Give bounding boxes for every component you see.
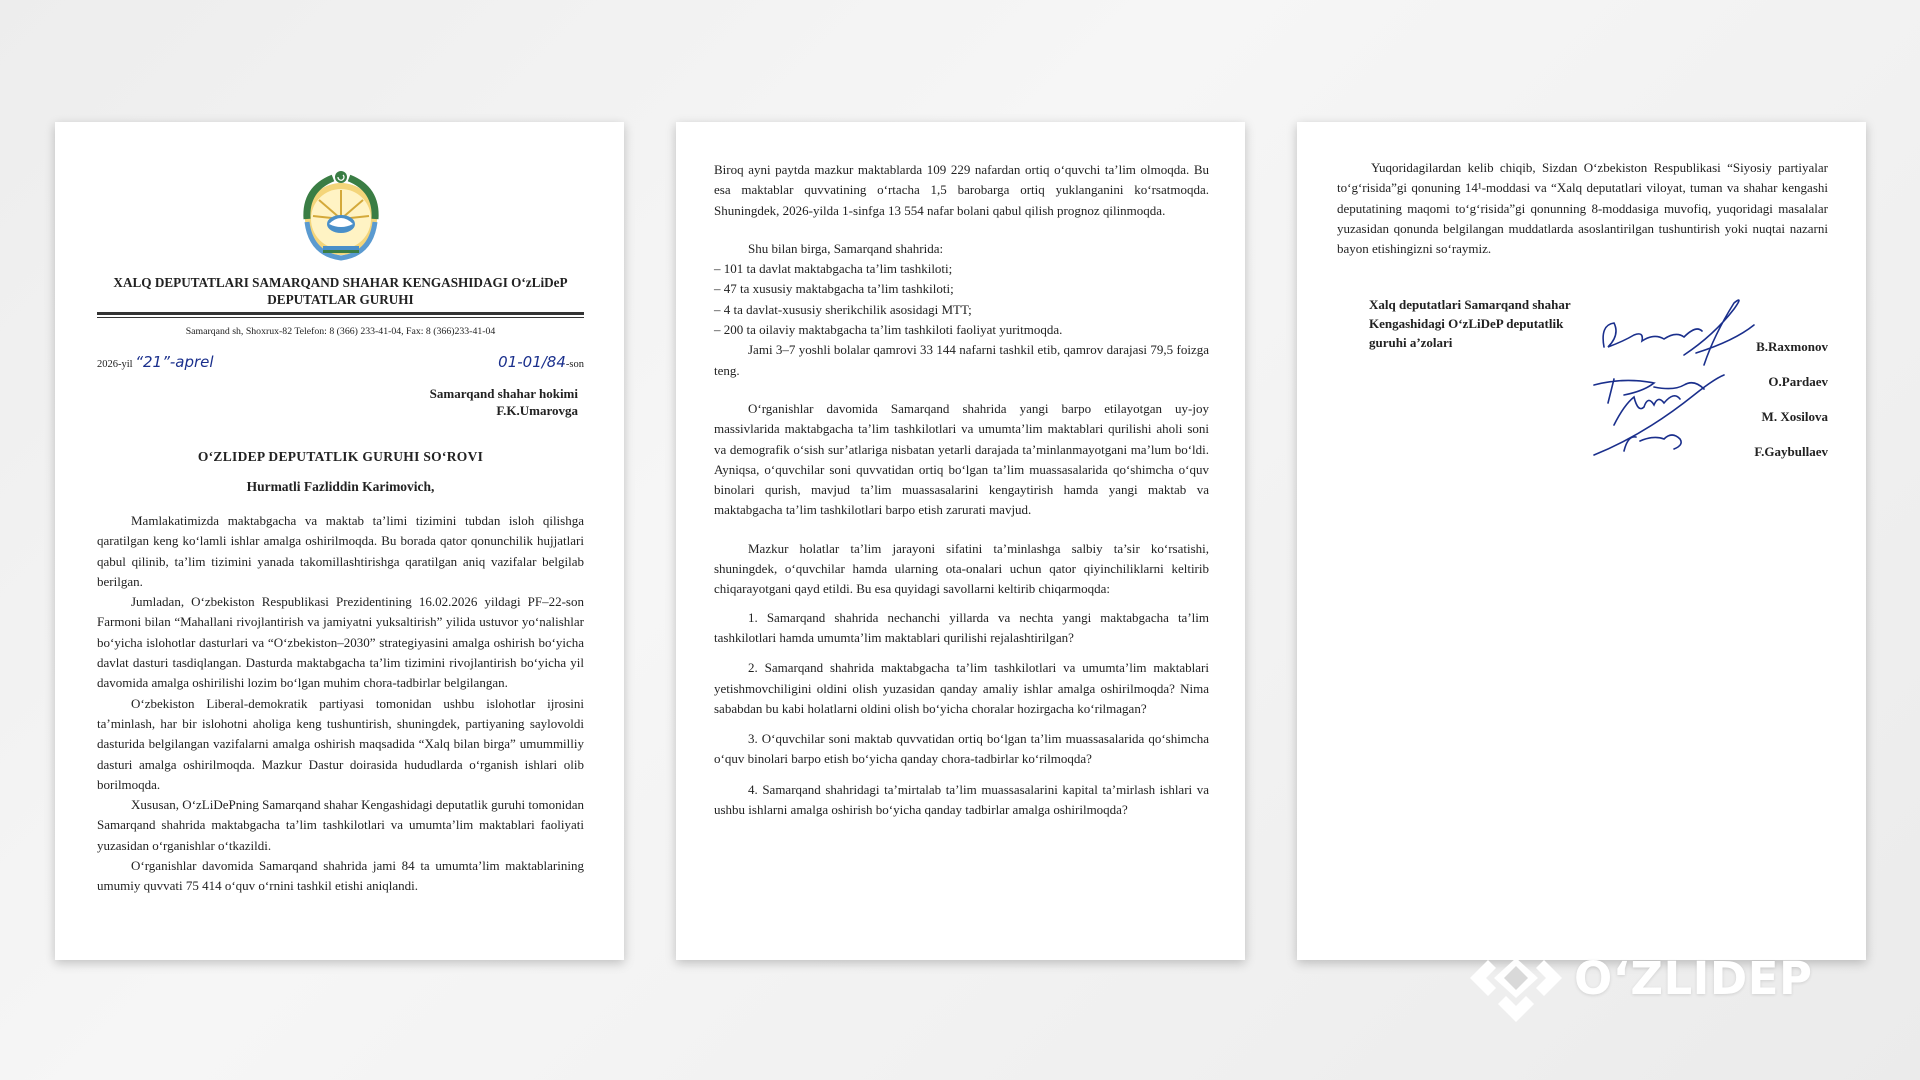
paragraph: O‘rganishlar davomida Samarqand shahrida yangi barpo etilayotgan uy-joy massivlarida maktabgacha ta’lim tashkilotlari va umumta’lim maktablari qurilishi aholi soni va demografik o‘sish sur’atlariga nisbatan yetarli darajada ta’minlanmayotgani ma’lum bo‘ldi. Ayniqsa, o‘quvchilar soni quvvatidan ortiq bo‘lgan ta’lim muassasalarida qo‘shimcha o‘quv binolari qurish, mavjud ta’lim muassasalarini kengaytirish hamda yangi maktab va maktabgacha ta’lim tashkilotlari barpo etish zarurati mavjud.: [714, 400, 1209, 518]
paragraph: Yuqoridagilardan kelib chiqib, Sizdan O‘zbekiston Respublikasi “Siyosiy partiyalar to‘g‘risida”gi qonuning 14¹-moddasi va “Xalq deputatlari viloyat, tuman va shahar kengashi deputatining maqomi to‘g‘risida”gi qonunning 8-moddasiga muvofiq, yuqoridagi masalalar yuzasidan qonunda belgilangan muddatlarda asoslantirilgan tushuntirish yoki nuqtai nazarni bayon etishingizni so‘raymiz.: [1337, 160, 1828, 257]
organization-name: XALQ DEPUTATLARI SAMARQAND SHAHAR KENGASHIDAGI O‘zLiDeP DEPUTATLAR GURUHI: [113, 275, 568, 307]
letter-page-2: [676, 122, 1245, 960]
letter-page-3: [1297, 122, 1866, 960]
organization-address: Samarqand sh, Shoxrux-82 Telefon: 8 (366) 233-41-04, Fax: 8 (366)233-41-04: [185, 326, 496, 337]
logo-text: O‘ZLIDEP: [1574, 951, 1813, 1005]
ozlidep-logo: [1468, 932, 1812, 1024]
paragraph: Xususan, O‘zLiDePning Samarqand shahar Kengashidagi deputatlik guruhi tomonidan Samarqand shahrida maktabgacha ta’lim tashkilotlari va umumta’lim maktablari faoliyati yuzasidan o‘rganishlar o‘tkazildi.: [97, 797, 584, 853]
date-number-line: [97, 353, 584, 371]
signatory-name: F.Gaybullaev: [1754, 444, 1828, 460]
header-rule-thin: [97, 317, 584, 318]
signatory-name: M. Xosilova: [1761, 409, 1828, 425]
recipient: Samarqand shahar hokimi F.K.Umarovga: [429, 386, 578, 418]
paragraph: Jami 3–7 yoshli bolalar qamrovi 33 144 nafarni tashkil etib, qamrov darajasi 79,5 foizga teng.: [714, 342, 1209, 378]
list-item: – 200 ta oilaviy maktabgacha ta’lim tashkiloti faoliyat yuritmoqda.: [714, 322, 1063, 338]
signatory-name: O.Pardaev: [1768, 374, 1828, 390]
question: 1. Samarqand shahrida nechanchi yillarda va nechta yangi maktabgacha ta’lim tashkilotlari hamda umumta’lim maktablari qurilishi rejalashtirilgan?: [714, 609, 1209, 645]
handwritten-number: 01-01/84: [498, 353, 566, 371]
handwritten-date: “21”-aprel: [135, 353, 214, 371]
letter-page-1: [55, 122, 624, 960]
letter-number: 01-01/84-son: [498, 353, 584, 371]
list-item: – 4 ta davlat-xususiy sherikchilik asosidagi MTT;: [714, 301, 972, 317]
question: 4. Samarqand shahridagi ta’mirtalab ta’lim muassasalarini kapital ta’mirlash ishlari va ushbu ishlarni amalga oshirish bo‘yicha qanday tadbirlar amalga oshirilmoqda?: [714, 781, 1209, 818]
paragraph: Mamlakatimizda maktabgacha va maktab ta’limi tizimini tubdan isloh qilishga qaratilgan keng ko‘lamli ishlar amalga oshirilmoqda. Bu borada qator qonunchilik hujjatlari qabul qilinib, ta’lim tizimini yanada takomillashtirishga qaratilgan aniq vazifalar belgilab berilgan.: [97, 513, 584, 589]
list-intro: Shu bilan birga, Samarqand shahrida:: [748, 240, 944, 256]
paragraph: O‘rganishlar davomida Samarqand shahrida jami 84 ta umumta’lim maktablarining umumiy quvvati 75 414 o‘quv o‘rnini tashkil etishi aniqlandi.: [97, 858, 584, 894]
signature-label: Xalq deputatlari Samarqand shahar Kengashidagi O‘zLiDeP deputatlik guruhi a’zolari: [1369, 297, 1571, 351]
signature-block: [1337, 295, 1828, 470]
ozlidep-cross-logo-icon: [1468, 932, 1564, 1024]
header-rule: [97, 312, 584, 315]
paragraph: Mazkur holatlar ta’lim jarayoni sifatini ta’minlashga salbiy ta’sir ko‘rsatishi, shuningdek, o‘quvchilar hamda ularning ota-onalari uchun qator qiyinchiliklarni keltirib chiqarayotgani qayd etildi. Bu esa quyidagi savollarni keltirib chiqarmoqda:: [714, 540, 1209, 597]
document-title: O‘ZLIDEP DEPUTATLIK GURUHI SO‘ROVI: [197, 449, 484, 464]
paragraph: Jumladan, O‘zbekiston Respublikasi Prezidentining 16.02.2026 yildagi PF–22-son Farmoni bilan “Mahallani rivojlantirish va jamiyatni yuksaltirish” yilida ustuvor yo‘nalishlar bo‘yicha islohotlar dasturlari va “O‘zbekiston–2030” strategiyasini amalga oshirish bo‘yicha davlat dasturi tasdiqlangan. Dasturda maktabgacha ta’lim tizimini rivojlantirish bo‘yicha yil davomida amalga oshirilishi lozim bo‘lgan muhim chora-tadbirlar belgilangan.: [97, 594, 584, 691]
signatory-name: B.Raxmonov: [1756, 339, 1828, 355]
question: 3. O‘quvchilar soni maktab quvvatidan ortiq bo‘lgan ta’lim muassasalarida qo‘shimcha o‘quv binolari barpo etish bo‘yicha qanday chora-tadbirlar ko‘rilmoqda?: [714, 731, 1209, 767]
state-emblem-icon: [289, 164, 393, 268]
letter-date: 2026-yil “21”-aprel: [97, 353, 214, 371]
paragraph: Biroq ayni paytda mazkur maktablarda 109 229 nafardan ortiq o‘quvchi ta’lim olmoqda. Bu esa maktablar quvvatining o‘rtacha 1,5 barobarga ortiq yuklanganini ko‘rsatmoqda. Shuningdek, 2026-yilda 1-sinfga 13 554 nafar bolani qabul qilish prognoz qilinmoqda.: [714, 162, 1209, 218]
list-item: – 101 ta davlat maktabgacha ta’lim tashkiloti;: [714, 261, 953, 277]
signatures-area: [1584, 295, 1828, 470]
greeting: Hurmatli Fazliddin Karimovich,: [246, 479, 435, 494]
paragraph: O‘zbekiston Liberal-demokratik partiyasi tomonidan ushbu islohotlar ijrosini ta’minlash, har bir islohotni aholiga keng tushuntirish, shuningdek, partiyaning saylovoldi dasturida belgilangan vazifalarni amalga oshirish maqsadida “Xalq bilan birga” umummilliy dasturi amalga oshirilmoqda. Mazkur Dastur doirasida hududlarda o‘rganish ishlari olib borilmoqda.: [97, 695, 584, 792]
list-item: – 47 ta xususiy maktabgacha ta’lim tashkiloti;: [714, 281, 954, 297]
question: 2. Samarqand shahrida maktabgacha ta’lim tashkilotlari va umumta’lim maktablari yetishmovchiligini oldini olish yuzasidan qanday amaliy ishlar amalga oshirilmoqda? Nima sababdan bu kabi holatlarni oldini olish bo‘yicha choralar hozirgacha ko‘rilmagan?: [714, 660, 1209, 716]
